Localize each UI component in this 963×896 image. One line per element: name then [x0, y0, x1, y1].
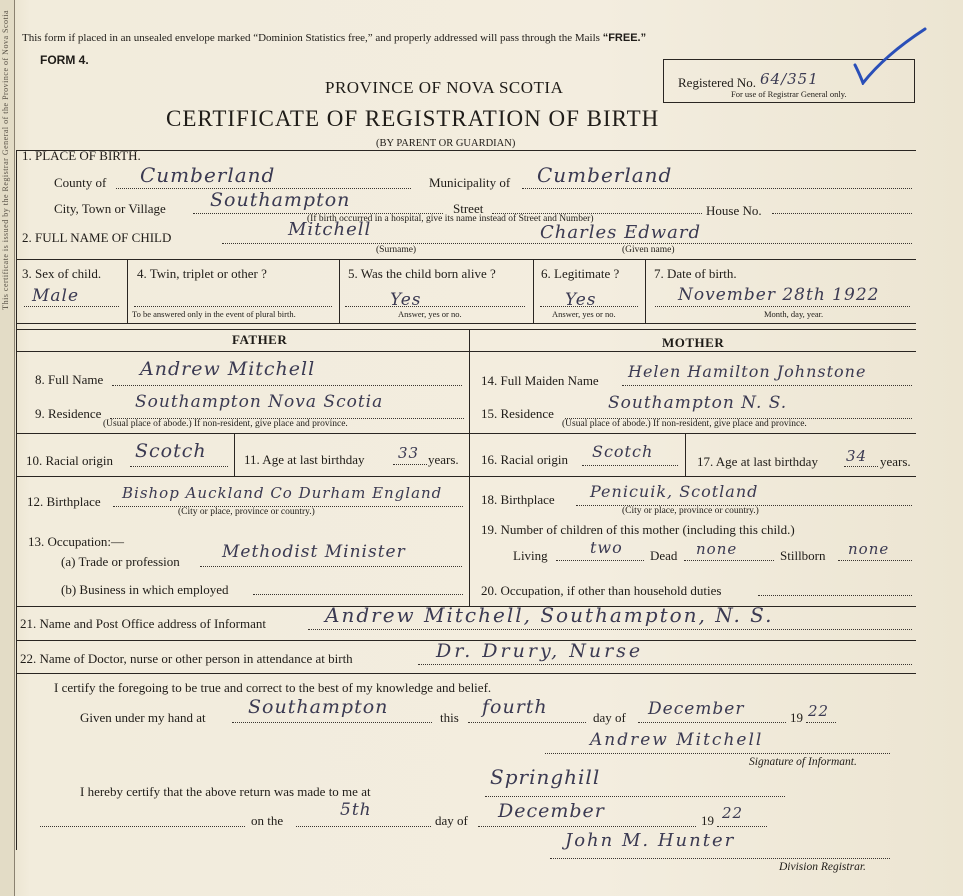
stillborn-line: [838, 560, 912, 561]
month-value: December: [648, 699, 745, 719]
rule-row3-v3: [533, 259, 534, 323]
informant-signature-line: [545, 753, 890, 754]
dead-label: Dead: [650, 548, 678, 563]
rule-row3-v4: [645, 259, 646, 323]
living-line: [556, 560, 644, 561]
registrar-signature: John M. Hunter: [565, 830, 736, 851]
father-trade-value: Methodist Minister: [222, 542, 406, 562]
father-residence-label: 9. Residence: [35, 406, 102, 421]
father-age-line: [393, 464, 427, 465]
doctor-value: Dr. Drury, Nurse: [436, 640, 644, 662]
given-place-line: [232, 722, 432, 723]
rule-parents-top: [16, 329, 916, 330]
rule-row3-bottom: [16, 323, 916, 324]
mother-heading: MOTHER: [662, 335, 725, 350]
municipality-value: Cumberland: [537, 163, 673, 187]
child-surname: Mitchell: [288, 219, 372, 240]
living-value: two: [590, 538, 623, 557]
informant-value: Andrew Mitchell, Southampton, N. S.: [325, 603, 774, 627]
frame-left: [16, 150, 17, 850]
twin-note: To be answered only in the event of plural birth.: [132, 309, 296, 319]
date-of-birth-line: [655, 306, 910, 307]
registrar-signature-label: Division Registrar.: [779, 861, 866, 873]
city-label: City, Town or Village: [54, 201, 166, 216]
registrar-statement: I hereby certify that the above return was made to me at: [80, 784, 371, 799]
given-place-value: Southampton: [248, 696, 389, 718]
father-trade-line: [200, 566, 462, 567]
registrar-day-line: [296, 826, 431, 827]
father-residence-note: (Usual place of abode.) If non-resident, give place and province.: [103, 419, 348, 429]
given-under-label: Given under my hand at: [80, 710, 206, 725]
checkmark-icon: [850, 25, 930, 85]
rule-father-racial-bottom: [16, 476, 469, 477]
mother-residence-value: Southampton N. S.: [608, 393, 788, 413]
hospital-note: (If birth occurred in a hospital, give its name instead of Street and Number): [307, 214, 594, 224]
doctor-line: [418, 664, 912, 665]
father-trade-label: (a) Trade or profession: [61, 554, 180, 569]
sex-label: 3. Sex of child.: [22, 266, 102, 281]
registrar-year-line: [717, 826, 767, 827]
father-name-line: [112, 385, 462, 386]
doctor-label: 22. Name of Doctor, nurse or other person in attendance at birth: [20, 651, 353, 666]
father-birthplace-note: (City or place, province or country.): [178, 507, 315, 517]
date-of-birth-note: Month, day, year.: [764, 309, 824, 319]
sex-line: [24, 306, 119, 307]
county-value: Cumberland: [140, 163, 276, 187]
twin-line: [134, 306, 332, 307]
given-name-caption: (Given name): [622, 245, 675, 255]
mother-racial-line: [582, 465, 678, 466]
alive-label: 5. Was the child born alive ?: [348, 266, 496, 281]
mother-name-label: 14. Full Maiden Name: [481, 373, 599, 388]
father-age-label: 11. Age at last birthday: [244, 452, 365, 467]
father-racial-label: 10. Racial origin: [26, 453, 114, 468]
year-prefix: 19: [790, 710, 803, 725]
date-of-birth-value: November 28th 1922: [678, 285, 880, 305]
mother-residence-note: (Usual place of abode.) If non-resident, give place and province.: [562, 419, 807, 429]
year-value: 22: [808, 702, 830, 720]
this-label: this: [440, 710, 459, 725]
father-residence-value: Southampton Nova Scotia: [135, 392, 384, 412]
dead-value: none: [696, 540, 738, 558]
mail-notice-text: This form if placed in an unsealed envelope marked “Dominion Statistics free,” and properly addressed will pass through the Mails: [22, 32, 600, 44]
father-business-label: (b) Business in which employed: [61, 582, 229, 597]
registered-note: For use of Registrar General only.: [731, 89, 847, 99]
registrar-place-value: Springhill: [490, 765, 601, 789]
mother-age-label: 17. Age at last birthday: [697, 454, 818, 469]
mother-children-label: 19. Number of children of this mother (including this child.): [481, 522, 795, 537]
mother-age-unit: years.: [880, 454, 911, 469]
mother-birthplace-value: Penicuik, Scotland: [590, 482, 759, 501]
mother-name-line: [622, 385, 912, 386]
registrar-day-of-label: day of: [435, 813, 468, 828]
on-the-label: on the: [251, 813, 284, 828]
registrar-month-line: [478, 826, 696, 827]
rule-father-racial-divider: [234, 433, 235, 476]
certify-statement: I certify the foregoing to be true and correct to the best of my knowledge and belief.: [54, 680, 492, 695]
alive-value: Yes: [390, 290, 422, 310]
mail-free-text: “FREE.”: [602, 32, 647, 44]
registered-label: Registered No.: [678, 75, 756, 90]
registrar-year-prefix: 19: [701, 813, 714, 828]
father-occupation-label: 13. Occupation:—: [28, 534, 125, 549]
year-line: [806, 722, 836, 723]
father-birthplace-value: Bishop Auckland Co Durham England: [122, 484, 443, 502]
rule-parents-divider: [469, 329, 470, 607]
form-number: FORM 4.: [40, 53, 89, 67]
rule-certify-top: [16, 673, 916, 674]
registrar-month-value: December: [498, 800, 605, 822]
mother-occupation-line: [758, 595, 912, 596]
sex-value: Male: [32, 286, 80, 306]
registrar-year-value: 22: [722, 804, 744, 822]
mother-residence-label: 15. Residence: [481, 406, 554, 421]
province-heading: PROVINCE OF NOVA SCOTIA: [325, 78, 564, 97]
father-business-line: [253, 594, 463, 595]
mother-age-value: 34: [846, 447, 868, 465]
county-label: County of: [54, 175, 107, 190]
informant-line: [308, 629, 912, 630]
informant-signature: Andrew Mitchell: [590, 730, 764, 750]
father-heading: FATHER: [232, 332, 288, 347]
child-given-name: Charles Edward: [540, 222, 701, 243]
page-title: CERTIFICATE OF REGISTRATION OF BIRTH: [166, 106, 660, 131]
rule-parents-head: [16, 351, 916, 352]
registrar-leading-line: [40, 826, 245, 827]
municipality-label: Municipality of: [429, 175, 511, 190]
day-of-label: day of: [593, 710, 626, 725]
mother-racial-label: 16. Racial origin: [481, 452, 569, 467]
mother-age-line: [844, 466, 878, 467]
registrar-day-value: 5th: [340, 800, 372, 820]
living-label: Living: [513, 548, 548, 563]
house-no-label: House No.: [706, 203, 762, 218]
street-label: Street: [453, 201, 484, 216]
mother-occupation-label: 20. Occupation, if other than household duties: [481, 583, 722, 598]
father-racial-line: [130, 466, 228, 467]
legitimate-note: Answer, yes or no.: [552, 309, 616, 319]
father-name-label: 8. Full Name: [35, 372, 104, 387]
surname-caption: (Surname): [376, 245, 417, 255]
father-birthplace-label: 12. Birthplace: [27, 494, 101, 509]
municipality-line: [522, 188, 912, 189]
father-name-value: Andrew Mitchell: [140, 358, 316, 380]
father-age-value: 33: [398, 444, 420, 462]
child-name-label: 2. FULL NAME OF CHILD: [22, 230, 172, 245]
registered-number: 64/351: [760, 70, 819, 88]
rule-row3-v1: [127, 259, 128, 323]
rule-row3-v2: [339, 259, 340, 323]
mail-notice: [22, 32, 646, 44]
dead-line: [684, 560, 774, 561]
margin-text: This certificate is issued by the Registrar General of the Province of Nova Scotia: [1, 10, 10, 310]
father-age-unit: years.: [428, 452, 459, 467]
house-no-line: [772, 213, 912, 214]
alive-note: Answer, yes or no.: [398, 309, 462, 319]
rule-top: [16, 150, 916, 151]
twin-label: 4. Twin, triplet or other ?: [137, 266, 267, 281]
child-name-line: [222, 243, 912, 244]
mother-racial-value: Scotch: [592, 442, 654, 461]
legitimate-value: Yes: [565, 290, 597, 310]
registrar-signature-line: [550, 858, 890, 859]
informant-signature-label: Signature of Informant.: [749, 756, 857, 768]
rule-mother-racial-bottom: [469, 476, 916, 477]
legitimate-label: 6. Legitimate ?: [541, 266, 620, 281]
day-line: [468, 722, 586, 723]
rule-father-racial-top: [16, 433, 469, 434]
page-subtitle: (BY PARENT OR GUARDIAN): [376, 138, 516, 149]
date-of-birth-label: 7. Date of birth.: [654, 266, 737, 281]
city-value: Southampton: [210, 189, 351, 211]
alive-line: [345, 306, 525, 307]
rule-mother-racial-divider: [685, 433, 686, 476]
father-racial-value: Scotch: [135, 440, 207, 462]
stillborn-value: none: [848, 540, 890, 558]
mother-name-value: Helen Hamilton Johnstone: [628, 362, 867, 381]
rule-row3-top: [16, 259, 916, 260]
mother-birthplace-note: (City or place, province or country.): [622, 506, 759, 516]
mother-birthplace-label: 18. Birthplace: [481, 492, 555, 507]
place-of-birth-heading: 1. PLACE OF BIRTH.: [22, 148, 141, 163]
rule-mother-racial-top: [469, 433, 916, 434]
day-value: fourth: [482, 696, 548, 718]
stillborn-label: Stillborn: [780, 548, 826, 563]
informant-label: 21. Name and Post Office address of Informant: [20, 616, 266, 631]
registrar-place-line: [485, 796, 785, 797]
left-margin-strip: [0, 0, 15, 896]
month-line: [638, 722, 786, 723]
